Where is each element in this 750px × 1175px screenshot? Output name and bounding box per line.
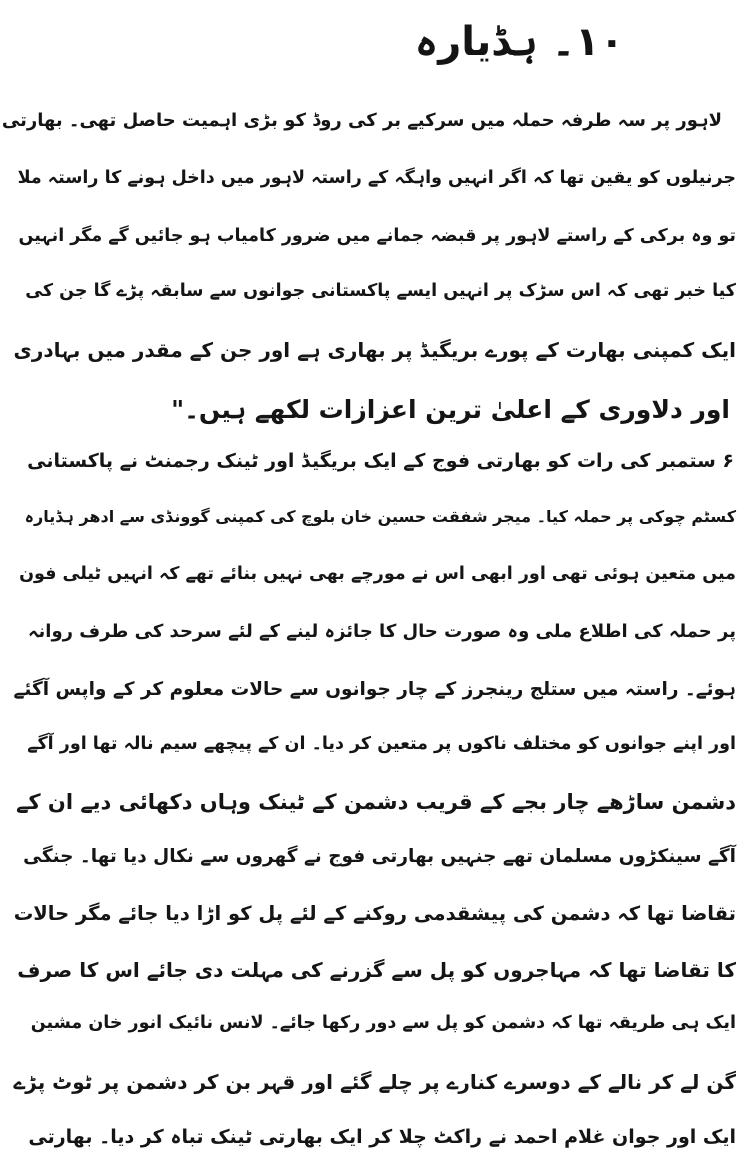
chapter-heading: ۱۰۔ ہڈیارہ <box>414 19 624 65</box>
text-line-2: جرنیلوں کو یقین تھا کہ اگر انہیں واہگہ کے راستہ لاہور میں داخل ہونے کا راستہ ملا <box>17 168 736 188</box>
text-line-14: آگے سینکڑوں مسلمان تھے جنہیں بھارتی فوج نے گھروں سے نکال دیا تھا۔ جنگی <box>23 846 736 867</box>
text-line-12: اور اپنے جوانوں کو مختلف ناکوں پر متعین کر دیا۔ ان کے پیچھے سیم نالہ تھا اور آگے <box>27 734 736 754</box>
text-line-17: ایک ہی طریقہ تھا کہ دشمن کو پل سے دور رکھا جائے۔ لانس نائیک انور خان مشین <box>30 1013 736 1033</box>
text-line-6: اور دلاوری کے اعلیٰ ترین اعزازات لکھے ہیں۔" <box>171 395 730 424</box>
text-line-3: تو وہ برکی کے راستے لاہور پر قبضہ جمانے میں ضرور کامیاب ہو جائیں گے مگر انہیں <box>18 226 736 246</box>
text-line-16: کا تقاضا تھا کہ مہاجروں کو پل سے گزرنے کی مہلت دی جائے اس کا صرف <box>17 958 736 982</box>
text-line-9: میں متعین ہوئی تھی اور ابھی اس نے مورچے بھی نہیں بنائے تھے کہ انہیں ٹیلی فون <box>19 564 736 584</box>
text-line-18: گن لے کر نالے کے دوسرے کنارے پر چلے گئے اور قہر بن کر دشمن پر ٹوٹ پڑے <box>13 1070 736 1094</box>
text-line-11: ہوئے۔ راستہ میں ستلج رینجرز کے چار جوانوں سے حالات معلوم کر کے واپس آگئے <box>13 679 736 700</box>
text-line-4: کیا خبر تھی کہ اس سڑک پر انہیں ایسے پاکستانی جوانوں سے سابقہ پڑے گا جن کی <box>25 281 736 301</box>
text-line-13: دشمن ساڑھے چار بجے کے قریب دشمن کے ٹینک وہاں دکھائی دیے ان کے <box>16 790 736 814</box>
text-line-5: ایک کمپنی بھارت کے پورے بریگیڈ پر بھاری ہے اور جن کے مقدر میں بہادری <box>13 338 736 362</box>
text-line-7: ۶ ستمبر کی رات کو بھارتی فوج کے ایک بریگیڈ اور ٹینک رجمنٹ نے پاکستانی <box>27 450 734 472</box>
text-line-1: لاہور پر سہ طرفہ حملہ میں سرکیے بر کی روڈ کو بڑی اہمیت حاصل تھی۔ بھارتی <box>1 110 722 131</box>
text-line-10: پر حملہ کی اطلاع ملی وہ صورت حال کا جائزہ لینے کے لئے سرحد کی طرف روانہ <box>27 621 736 642</box>
text-line-8: کسٹم چوکی پر حملہ کیا۔ میجر شفقت حسین خان بلوچ کی کمپنی گوونڈی سے ادھر ہڈیارہ <box>24 507 736 526</box>
text-line-15: تقاضا تھا کہ دشمن کی پیشقدمی روکنے کے لئے پل کو اڑا دیا جائے مگر حالات <box>13 902 736 925</box>
text-line-19: ایک اور جوان غلام احمد نے راکٹ چلا کر ایک بھارتی ٹینک تباہ کر دیا۔ بھارتی <box>28 1126 736 1148</box>
